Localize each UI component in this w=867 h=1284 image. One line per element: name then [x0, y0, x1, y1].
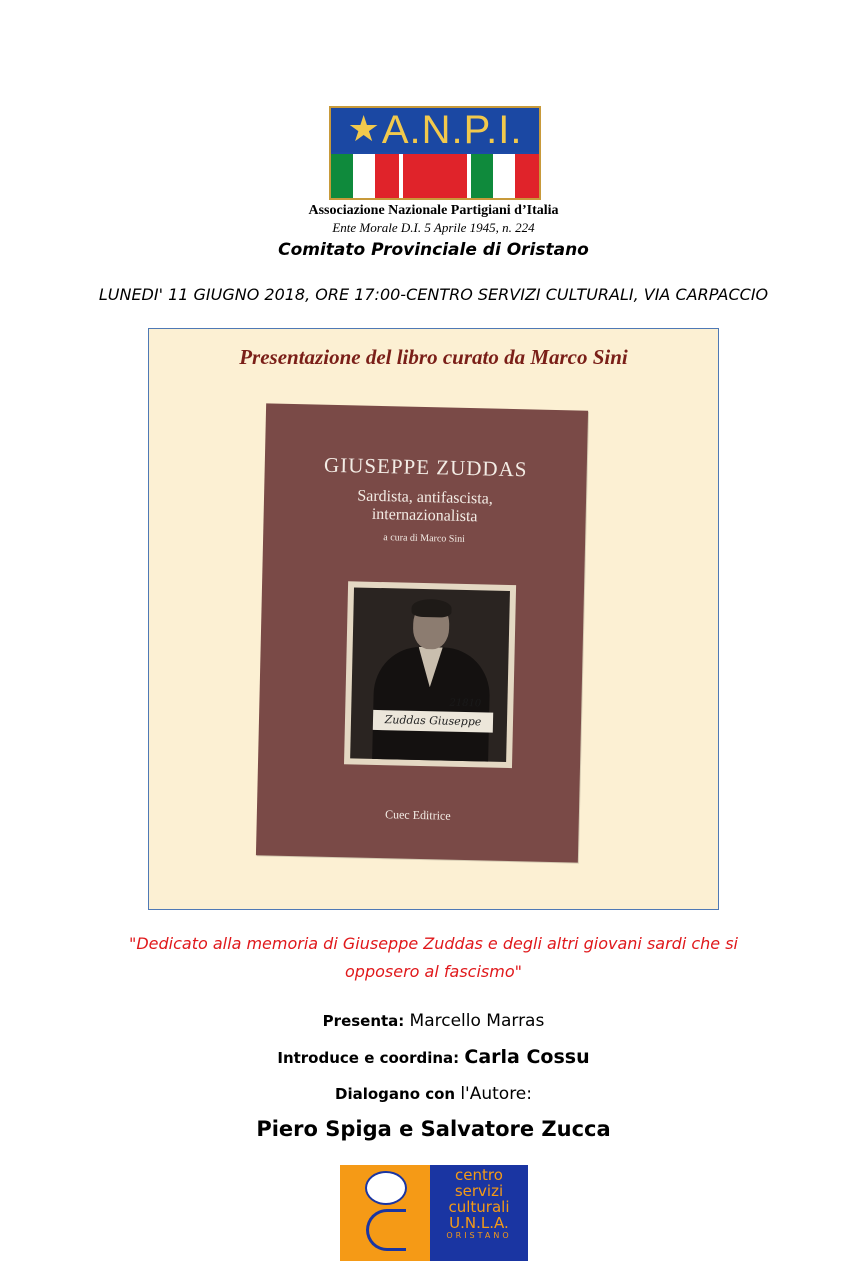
anpi-logo-text: A.N.P.I.	[381, 108, 523, 152]
dedication	[0, 930, 867, 986]
flag-white	[353, 154, 375, 198]
dedication-line: "Dedicato alla memoria di Giuseppe Zuddas e degli altri giovani sardi che si	[129, 934, 738, 953]
poster-frame	[148, 328, 719, 910]
dedication-line: opposero al fascismo"	[345, 962, 522, 981]
book-icon	[366, 1209, 406, 1251]
flag-red	[375, 154, 399, 198]
star-icon: ★	[347, 109, 380, 150]
book-author: GIUSEPPE ZUDDAS	[323, 452, 528, 482]
book-subtitle-line: Sardista, antifascista,	[357, 487, 493, 508]
anpi-logo	[329, 106, 541, 200]
flag-green	[471, 154, 493, 198]
portrait-hair	[411, 599, 451, 618]
presenter-name: Marcello Marras	[409, 1011, 545, 1031]
photo-name-label: Zuddas Giuseppe	[373, 710, 493, 733]
association-subtitle: Ente Morale D.I. 5 Aprile 1945, n. 224	[332, 220, 535, 235]
book-subtitle-line: internazionalista	[371, 505, 478, 526]
intro-label: Introduce e coordina:	[277, 1049, 465, 1067]
flag-red	[515, 154, 539, 198]
flag-red-center	[403, 154, 467, 198]
book-subtitle	[263, 485, 586, 528]
portrait-photo	[344, 581, 516, 768]
credit-presenter	[0, 1011, 867, 1031]
dialog-name: l'Autore:	[460, 1084, 532, 1104]
italian-flags	[331, 154, 539, 198]
teddy-bear-icon	[365, 1171, 407, 1205]
book-cover	[256, 403, 588, 862]
credit-speakers: Piero Spiga e Salvatore Zucca	[256, 1117, 611, 1141]
dialog-label: Dialogano con	[335, 1085, 461, 1103]
credit-introducer	[0, 1046, 867, 1068]
flag-white	[493, 154, 515, 198]
unla-logo-emblem	[340, 1165, 430, 1261]
poster-title: Presentazione del libro curato da Marco Sini	[239, 345, 628, 369]
unla-line: culturali	[448, 1198, 510, 1216]
event-details: LUNEDI' 11 GIUGNO 2018, ORE 17:00-CENTRO SERVIZI CULTURALI, VIA CARPACCIO	[98, 285, 769, 304]
anpi-logo-banner	[331, 108, 539, 152]
unla-line: servizi	[454, 1182, 504, 1200]
unla-line: U.N.L.A.	[449, 1214, 509, 1232]
presenter-label: Presenta:	[322, 1012, 410, 1030]
committee-name: Comitato Provinciale di Oristano	[278, 240, 589, 260]
book-editor: a cura di Marco Sini	[383, 532, 466, 545]
flag-green	[331, 154, 353, 198]
unla-line: centro	[455, 1166, 503, 1184]
portrait-image	[350, 587, 510, 761]
association-name: Associazione Nazionale Partigiani d’Italia	[308, 203, 559, 218]
unla-city: ORISTANO	[446, 1231, 512, 1240]
intro-name: Carla Cossu	[464, 1046, 590, 1068]
book-publisher: Cuec Editrice	[384, 807, 451, 823]
photo-number: 21810	[449, 697, 482, 710]
unla-logo-text	[430, 1167, 528, 1241]
credit-dialog	[0, 1084, 867, 1104]
unla-logo	[340, 1165, 528, 1261]
